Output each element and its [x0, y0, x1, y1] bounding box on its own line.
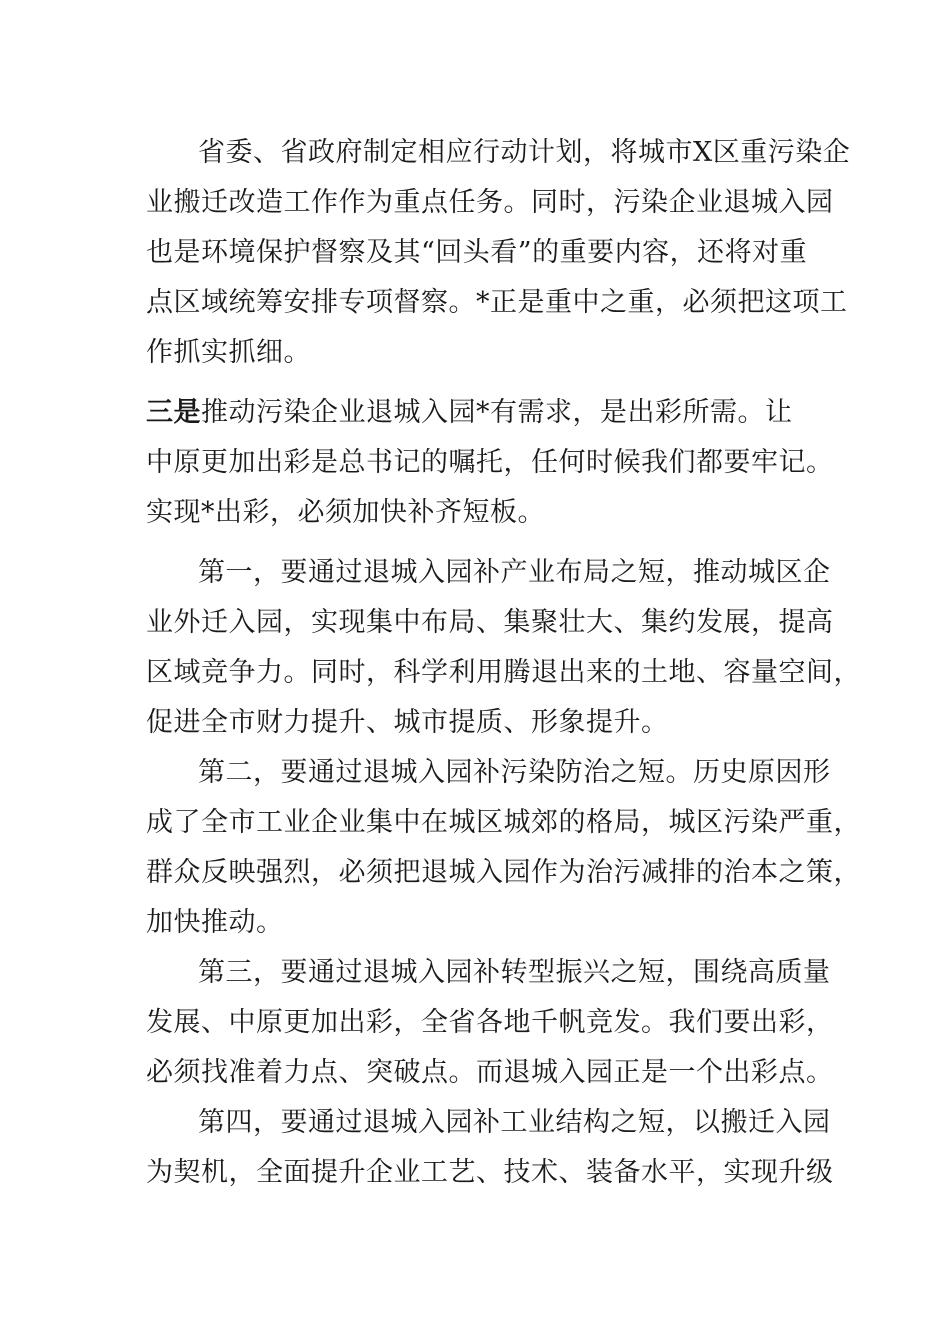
paragraph-line: 省委、省政府制定相应行动计划，将城市X区重污染企	[198, 137, 851, 168]
paragraph-line: 作抓实抓细。	[146, 337, 311, 368]
paragraph-line: 群众反映强烈，必须把退城入园作为治污减排的治本之策，	[146, 857, 861, 888]
paragraph-line: 中原更加出彩是总书记的嘱托，任何时候我们都要牢记。	[146, 447, 834, 478]
paragraph-line: 第一，要通过退城入园补产业布局之短，推动城区企	[198, 557, 831, 588]
paragraph-line: 第四，要通过退城入园补工业结构之短，以搬迁入园	[198, 1107, 831, 1138]
paragraph-line: 发展、中原更加出彩，全省各地千帆竞发。我们要出彩，	[146, 1007, 834, 1038]
paragraph-line: 区域竞争力。同时，科学利用腾退出来的土地、容量空间，	[146, 657, 861, 688]
paragraph-line: 也是环境保护督察及其“回头看”的重要内容，还将对重	[146, 237, 808, 268]
paragraph-line: 业外迁入园，实现集中布局、集聚壮大、集约发展，提高	[146, 607, 834, 638]
paragraph-line: 必须找准着力点、突破点。而退城入园正是一个出彩点。	[146, 1057, 834, 1088]
paragraph-line: 第三，要通过退城入园补转型振兴之短，围绕高质量	[198, 957, 831, 988]
paragraph-line: 成了全市工业企业集中在城区城郊的格局，城区污染严重，	[146, 807, 861, 838]
paragraph-line: 实现*出彩，必须加快补齐短板。	[146, 497, 545, 528]
paragraph-text: 推动污染企业退城入园*有需求，是出彩所需。让	[201, 397, 793, 428]
paragraph-line: 点区域统筹安排专项督察。*正是重中之重，必须把这项工	[146, 287, 848, 318]
paragraph-line: 加快推动。	[146, 907, 284, 938]
paragraph-line: 为契机，全面提升企业工艺、技术、装备水平，实现升级	[146, 1157, 834, 1188]
paragraph-line: 业搬迁改造工作作为重点任务。同时，污染企业退城入园	[146, 187, 834, 218]
paragraph-line: 第二，要通过退城入园补污染防治之短。历史原因形	[198, 757, 831, 788]
paragraph-line: 促进全市财力提升、城市提质、形象提升。	[146, 707, 669, 738]
bold-prefix: 三是	[146, 397, 201, 428]
paragraph-line	[146, 393, 806, 433]
